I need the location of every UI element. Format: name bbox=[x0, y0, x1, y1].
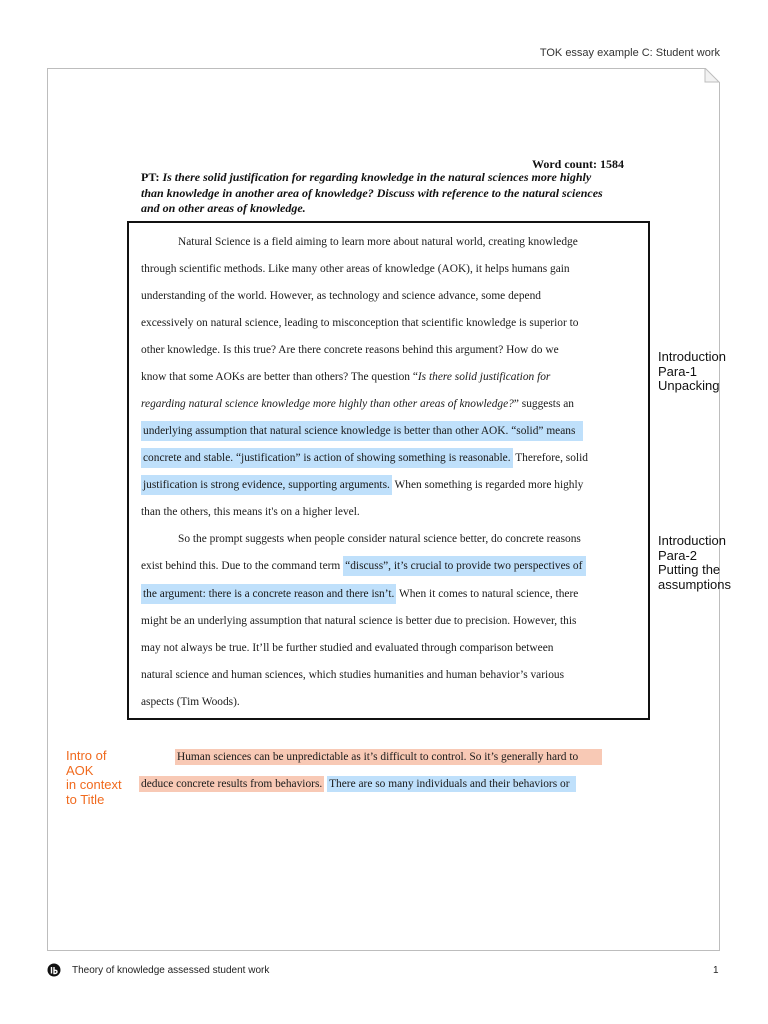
annotation-intro-para1 bbox=[658, 350, 726, 394]
para1-text: When something is regarded more highly bbox=[391, 479, 584, 491]
para2-line bbox=[141, 588, 578, 600]
highlight-orange: Human sciences can be unpredictable as it’s difficult to control. So it’s generally hard to bbox=[175, 749, 602, 765]
highlight-blue: justification is strong evidence, supporting arguments. bbox=[141, 475, 392, 495]
para1-text: Therefore, solid bbox=[512, 452, 588, 464]
page-border-right bbox=[719, 82, 720, 950]
annotation-line: assumptions bbox=[658, 576, 731, 592]
page-border-top bbox=[47, 68, 705, 69]
word-count: Word count: 1584 bbox=[532, 157, 625, 171]
page-fold-icon bbox=[704, 68, 720, 84]
para1-line: understanding of the world. However, as technology and science advance, some depend bbox=[141, 290, 541, 302]
page-header-title: TOK essay example C: Student work bbox=[539, 47, 720, 59]
para1-line: than the others, this means it's on a higher level. bbox=[141, 506, 360, 518]
annotation-line: to Title bbox=[66, 791, 105, 807]
para1-text: know that some AOKs are better than others? The question “ bbox=[141, 371, 418, 383]
para1-line bbox=[141, 371, 550, 383]
annotation-line: Para-1 bbox=[658, 363, 698, 379]
prompt-line-1: Is there solid justification for regarding knowledge in the natural sciences more highly bbox=[162, 170, 592, 184]
para3-line bbox=[139, 778, 576, 790]
prescribed-title: PT: Is there solid justification for regarding knowledge in the natural sciences more highly than knowledge in another area of knowledge? Discuss with reference to the natural sciences and on other areas of knowledge. bbox=[141, 170, 603, 215]
annotation-line: Para-2 bbox=[658, 547, 698, 563]
para2-line: So the prompt suggests when people consider natural science better, do concrete reasons bbox=[178, 533, 581, 545]
annotation-line: Introduction bbox=[658, 533, 726, 548]
annotation-line: in context bbox=[66, 777, 122, 792]
para1-quote: regarding natural science knowledge more highly than other areas of knowledge? bbox=[141, 398, 514, 410]
page-number: 1 bbox=[713, 965, 719, 976]
annotation-line: Introduction bbox=[658, 349, 726, 364]
para2-line bbox=[141, 560, 586, 572]
para2-line: natural science and human sciences, which studies humanities and human behavior’s various bbox=[141, 669, 565, 681]
para1-quote: Is there solid justification for bbox=[417, 371, 551, 383]
para2-text: exist behind this. Due to the command term bbox=[141, 560, 344, 572]
para2-text: When it comes to natural science, there bbox=[396, 588, 579, 600]
para2-line: may not always be true. It’ll be further studied and evaluated through comparison between bbox=[141, 642, 554, 654]
highlight-blue: concrete and stable. “justification” is action of showing something is reasonable. bbox=[141, 448, 513, 468]
highlight-blue: the argument: there is a concrete reason and there isn’t. bbox=[141, 584, 396, 604]
annotation-line: Intro of bbox=[66, 748, 107, 763]
highlight-blue: underlying assumption that natural science knowledge is better than other AOK. “solid” means bbox=[141, 421, 583, 441]
para1-text: ” suggests an bbox=[513, 398, 574, 410]
annotation-aok bbox=[66, 749, 122, 807]
annotation-line: Putting the bbox=[658, 562, 721, 577]
annotation-line: Unpacking bbox=[658, 378, 720, 393]
para1-line: Natural Science is a field aiming to learn more about natural world, creating knowledge bbox=[178, 236, 578, 248]
highlight-blue: “discuss”, it’s crucial to provide two perspectives of bbox=[343, 556, 586, 576]
highlight-blue: There are so many individuals and their behaviors or bbox=[327, 776, 575, 792]
footer-text: Theory of knowledge assessed student work bbox=[72, 965, 270, 976]
highlight-orange: deduce concrete results from behaviors. bbox=[141, 778, 323, 790]
prompt-line-3: and on other areas of knowledge. bbox=[141, 201, 306, 215]
para1-line: other knowledge. Is this true? Are there concrete reasons behind this argument? How do we bbox=[141, 344, 559, 356]
para1-line bbox=[141, 479, 583, 491]
para3-line bbox=[175, 751, 602, 763]
annotation-intro-para2 bbox=[658, 534, 731, 592]
para1-line: excessively on natural science, leading to misconception that scientific knowledge is superior to bbox=[141, 317, 579, 329]
para1-line bbox=[141, 398, 574, 410]
annotation-line: AOK bbox=[66, 762, 94, 778]
prompt-line-2: than knowledge in another area of knowledge? Discuss with reference to the natural sciences bbox=[141, 185, 603, 200]
para1-line: through scientific methods. Like many other areas of knowledge (AOK), it helps humans gain bbox=[141, 263, 570, 275]
para2-line: might be an underlying assumption that natural science is better due to precision. However, this bbox=[141, 615, 577, 627]
para1-line bbox=[141, 452, 588, 464]
prompt-label: PT bbox=[141, 170, 156, 184]
ib-logo-icon bbox=[47, 963, 61, 977]
para2-line: aspects (Tim Woods). bbox=[141, 696, 240, 708]
para1-line bbox=[141, 425, 583, 437]
